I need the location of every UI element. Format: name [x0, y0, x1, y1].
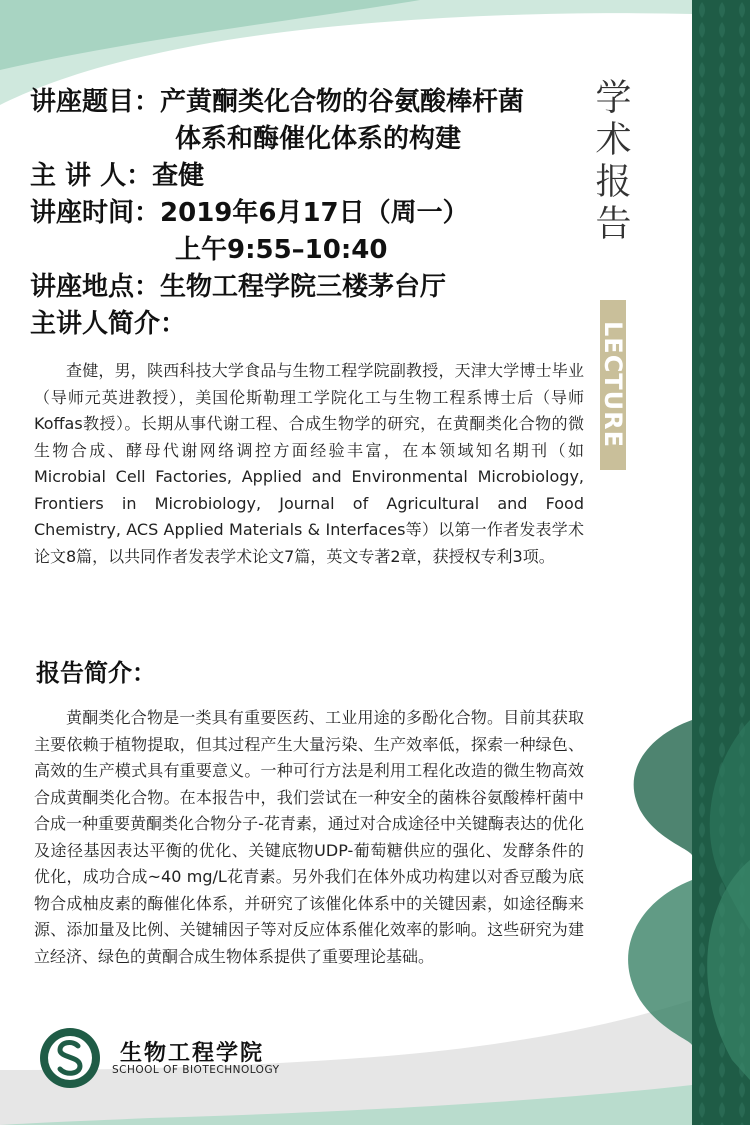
- speaker-bio: 查健，男，陕西科技大学食品与生物工程学院副教授，天津大学博士毕业（导师元英进教授），美国伦斯勒理工学院化工与生物工程系博士后（导师Koffas教授）。长期从事代谢工程、合成生物学的研究，在黄酮类化合物的微生物合成、酵母代谢网络调控方面经验丰富，在本领域知名期刊（如Microbial Cell Factories, Applied and Environmental Microbiology, Frontiers in Microbiology, Journal of Agricultural and Food Chemistry, ACS Applied Materials & Interfaces等）以第一作者发表学术论文8篇，以共同作者发表学术论文7篇，英文专著2章，获授权专利3项。: [34, 361, 584, 566]
- report-label: 报告简介：: [36, 659, 156, 687]
- school-name-en: SCHOOL OF BIOTECHNOLOGY: [112, 1064, 280, 1076]
- speaker-row: [30, 158, 600, 195]
- lecture-info: [30, 84, 600, 343]
- time-row: [30, 195, 600, 232]
- place-label: 讲座地点：: [30, 272, 161, 302]
- speaker-name: 查健: [152, 161, 205, 191]
- lecture-place: 生物工程学院三楼茅台厅: [160, 272, 447, 302]
- school-name-cn: 生物工程学院: [120, 1040, 265, 1066]
- place-row: [30, 269, 600, 306]
- bio-label: 主讲人简介：: [30, 309, 187, 339]
- school-logo-icon: [38, 1026, 102, 1090]
- speaker-label: 主 讲 人：: [30, 161, 153, 191]
- topic-line-1: 产黄酮类化合物的谷氨酸棒杆菌: [160, 87, 525, 117]
- time-label: 讲座时间：: [30, 198, 161, 228]
- report-summary: 黄酮类化合物是一类具有重要医药、工业用途的多酚化合物。目前其获取主要依赖于植物提取，但其过程产生大量污染、生产效率低，探索一种绿色、高效的生产模式具有重要意义。一种可行方法是利用工程化改造的微生物高效合成黄酮类化合物。在本报告中，我们尝试在一种安全的菌株谷氨酸棒杆菌中合成一种重要黄酮类化合物分子-花青素，通过对合成途径中关键酶表达的优化及途径基因表达平衡的优化、关键底物UDP-葡萄糖供应的强化、发酵条件的优化，成功合成~40 mg/L花青素。另外我们在体外成功构建以对香豆酸为底物合成柚皮素的酶催化体系，并研究了该催化体系中的关键因素，如途径酶来源、添加量及比例、关键辅因子等对反应体系催化效率的影响。这些研究为建立经济、绿色的黄酮合成生物体系提供了重要理论基础。: [34, 708, 584, 966]
- topic-label: 讲座题目：: [30, 87, 161, 117]
- lecture-badge-text: LECTURE: [599, 321, 627, 449]
- bio-label-row: [30, 306, 600, 343]
- time-row-2: [30, 232, 600, 269]
- topic-row: [30, 84, 600, 121]
- topic-line-2: 体系和酶催化体系的构建: [175, 124, 462, 154]
- lecture-date: 2019年6月17日（周一）: [160, 198, 469, 228]
- side-title: 学术报告: [590, 78, 631, 246]
- topic-row-2: [30, 121, 600, 158]
- lecture-time: 上午9:55–10:40: [175, 235, 388, 265]
